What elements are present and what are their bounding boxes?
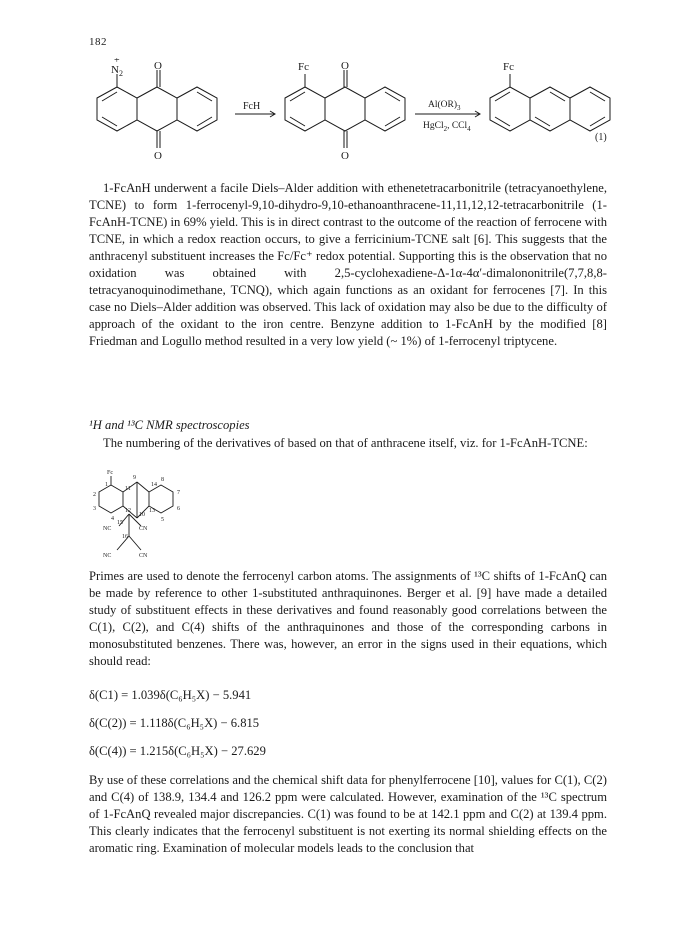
- equation-c2: δ(C(2)) = 1.118δ(C₆H₅X) − 6.815: [89, 716, 260, 730]
- atom-label-10: 10: [139, 512, 145, 518]
- atom-label-12: 12: [125, 508, 131, 514]
- numbering-diagram: [89, 468, 219, 568]
- nitrile-cn-upper: CN: [139, 526, 148, 532]
- equation-c4: δ(C(4)) = 1.215δ(C₆H₅X) − 27.629: [89, 744, 266, 758]
- nitrile-nc-upper: NC: [103, 526, 112, 532]
- oxygen-top-1: O: [154, 60, 162, 72]
- paragraph-diels-alder: 1-FcAnH underwent a facile Diels–Alder addition with ethenetetracarbonitrile (tetracyanoethylene, TCNE) to form 1-ferrocenyl-9,10-dihydro-9,10-ethanoanthracene-11,11,12,12-tetracarbonitrile (1-FcAnH-TCNE) in 69% yield. This is in direct contrast to the outcome of the reaction of ferrocene with TCNE, in which a redox reaction occurs, to give a ferricinium-TCNE salt [6]. This suggests that the anthracenyl substituent increases the Fc/Fc⁺ redox potential. Supporting this is the observation that no oxidation was obtained with 2,5-cyclohexadiene-Δ-1α-4α′-dimalononitrile(7,7,8,8-tetracyanoquinodimethane, TCNQ), which again functions as an oxidant for ferrocenes [7]. In this case no Diels–Alder addition was observed. This lack of oxidation may also be due to the difficulty of approach of the oxidant to the iron centre. Benzyne addition to 1-FcAnH by the modified [8] Friedman and Logullo method resulted in a very low yield (~ 1%) of 1-ferrocenyl triptycene.: [89, 181, 607, 349]
- diazonium-charge: +: [114, 58, 120, 66]
- ferrocenyl-label-2: Fc: [298, 61, 309, 73]
- atom-label-2: 2: [93, 492, 96, 498]
- atom-label-4: 4: [111, 516, 114, 522]
- atom-label-16: 16: [122, 534, 128, 540]
- ferrocenyl-label-3: Fc: [503, 61, 514, 73]
- atom-label-7: 7: [177, 490, 180, 496]
- atom-label-8: 8: [161, 477, 164, 483]
- nitrile-nc-lower: NC: [103, 553, 112, 559]
- section-heading-nmr: ¹H and ¹³C NMR spectroscopies: [89, 418, 250, 432]
- diazonium-label: N: [111, 64, 119, 76]
- atom-label-9: 9: [133, 475, 136, 481]
- paragraph-assignments: Primes are used to denote the ferrocenyl carbon atoms. The assignments of ¹³C shifts of 1-FcAnQ can be made by reference to other 1-substituted anthraquinones. Berger et al. [9] have made a detailed study of substituent effects in these derivatives and found reasonably good correlations between the C(1), C(2), and C(4) shifts of the anthraquinones and those of the corresponding carbons in monosubstituted benzenes. There was, however, an error in the signs used in their equations, which should read:: [89, 569, 607, 669]
- atom-label-13: 13: [149, 508, 155, 514]
- nitrile-cn-lower: CN: [139, 553, 148, 559]
- equation-number: (1): [595, 132, 607, 143]
- fc-label-numbering: Fc: [107, 470, 113, 476]
- equation-c1: δ(C1) = 1.039δ(C₆H₅X) − 5.941: [89, 688, 252, 702]
- atom-label-14: 14: [151, 482, 157, 488]
- paragraph-correlations: By use of these correlations and the chemical shift data for phenylferrocene [10], values for C(1), C(2) and C(4) of 138.9, 134.4 and 126.2 ppm were calculated. However, examination of the ¹³C spectrum of 1-FcAnQ revealed major discrepancies. C(1) was found to be at 142.1 ppm and C(2) at 139.4 ppm. This clearly indicates that the ferrocenyl substituent is not exerting its normal shielding effects on the aromatic ring. Examination of molecular models leads to the conclusion that: [89, 773, 607, 856]
- atom-label-3: 3: [93, 506, 96, 512]
- reaction-scheme: [85, 58, 625, 178]
- oxygen-top-2: O: [341, 60, 349, 72]
- oxygen-bottom-2: O: [341, 150, 349, 162]
- atom-label-5: 5: [161, 517, 164, 523]
- oxygen-bottom-1: O: [154, 150, 162, 162]
- atom-label-6: 6: [177, 506, 180, 512]
- diazonium-subscript: 2: [119, 69, 123, 78]
- reagent-aluminium-alkoxide: $Al(OR)_3$: [428, 100, 461, 112]
- atom-label-15: 15: [117, 520, 123, 526]
- paragraph-numbering: The numbering of the derivatives of based on that of anthracene itself, viz. for 1-FcAnH-TCNE:: [103, 436, 588, 450]
- reagent-ferrocene: FcH: [243, 101, 261, 112]
- atom-label-1: 1: [105, 482, 108, 488]
- atom-label-11: 11: [125, 486, 131, 492]
- page-number: 182: [89, 36, 107, 48]
- reagent-mercury-chloride: HgCl$_2$, CCl$_4$: [423, 121, 471, 133]
